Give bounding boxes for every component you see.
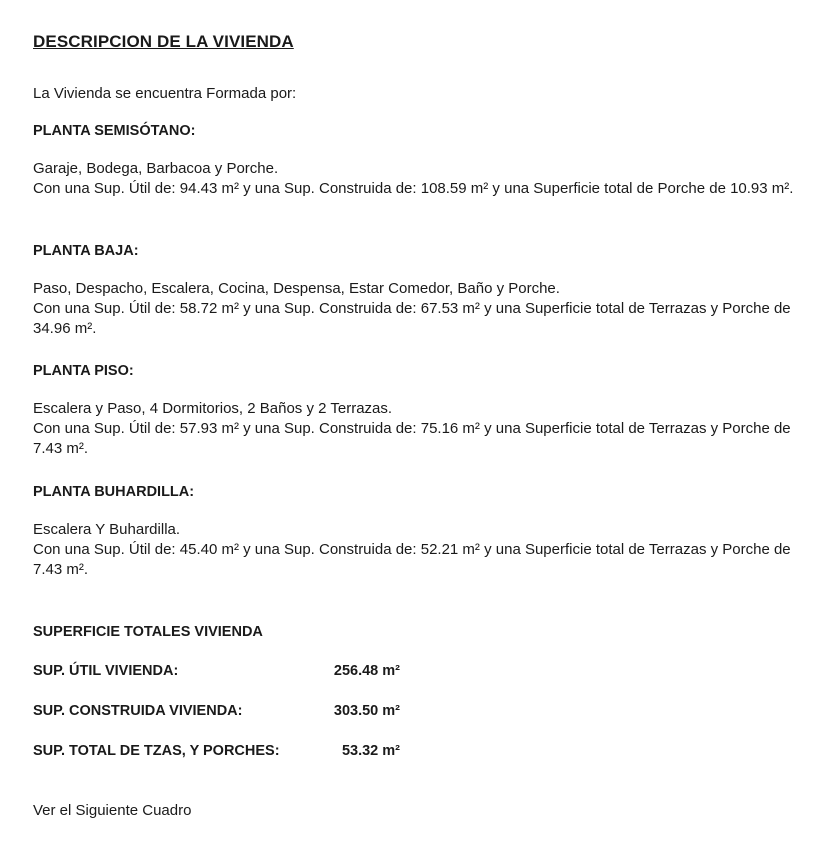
section-planta-semisotano: [33, 123, 803, 199]
total-label: SUP. CONSTRUIDA VIVIENDA:: [33, 703, 243, 719]
section-heading: PLANTA PISO:: [33, 363, 134, 379]
document-title: DESCRIPCION DE LA VIVIENDA: [33, 32, 294, 51]
intro-text: La Vivienda se encuentra Formada por:: [33, 85, 297, 102]
section-heading: PLANTA BAJA:: [33, 243, 139, 259]
total-value: 53.32 m²: [341, 743, 400, 759]
total-label: SUP. ÚTIL VIVIENDA:: [33, 663, 179, 679]
total-value: 303.50 m²: [333, 703, 400, 719]
section-surface: Con una Sup. Útil de: 45.40 m² y una Sup. Construida de: 52.21 m² y una Superficie total de Terrazas y Porche de 7.43 m².: [33, 541, 791, 578]
total-label: SUP. TOTAL DE TZAS, Y PORCHES:: [33, 743, 280, 759]
section-rooms: Escalera Y Buhardilla.: [33, 521, 181, 538]
total-value: 256.48 m²: [333, 663, 400, 679]
footer-note: Ver el Siguiente Cuadro: [33, 802, 192, 819]
section-heading: PLANTA BUHARDILLA:: [33, 484, 195, 500]
section-planta-baja: [33, 243, 803, 339]
section-rooms: Garaje, Bodega, Barbacoa y Porche.: [33, 160, 279, 177]
section-planta-piso: [33, 363, 803, 459]
section-surface: Con una Sup. Útil de: 58.72 m² y una Sup. Construida de: 67.53 m² y una Superficie total de Terrazas y Porche de 34.96 m².: [33, 300, 791, 337]
totals-heading: SUPERFICIE TOTALES VIVIENDA: [33, 624, 263, 640]
section-surface: Con una Sup. Útil de: 57.93 m² y una Sup. Construida de: 75.16 m² y una Superficie total de Terrazas y Porche de 7.43 m².: [33, 420, 791, 457]
section-planta-buhardilla: [33, 484, 803, 580]
section-rooms: Escalera y Paso, 4 Dormitorios, 2 Baños y 2 Terrazas.: [33, 400, 393, 417]
section-rooms: Paso, Despacho, Escalera, Cocina, Despensa, Estar Comedor, Baño y Porche.: [33, 280, 560, 297]
section-heading: PLANTA SEMISÓTANO:: [33, 123, 196, 139]
section-surface: Con una Sup. Útil de: 94.43 m² y una Sup. Construida de: 108.59 m² y una Superficie total de Porche de 10.93 m².: [33, 180, 794, 197]
